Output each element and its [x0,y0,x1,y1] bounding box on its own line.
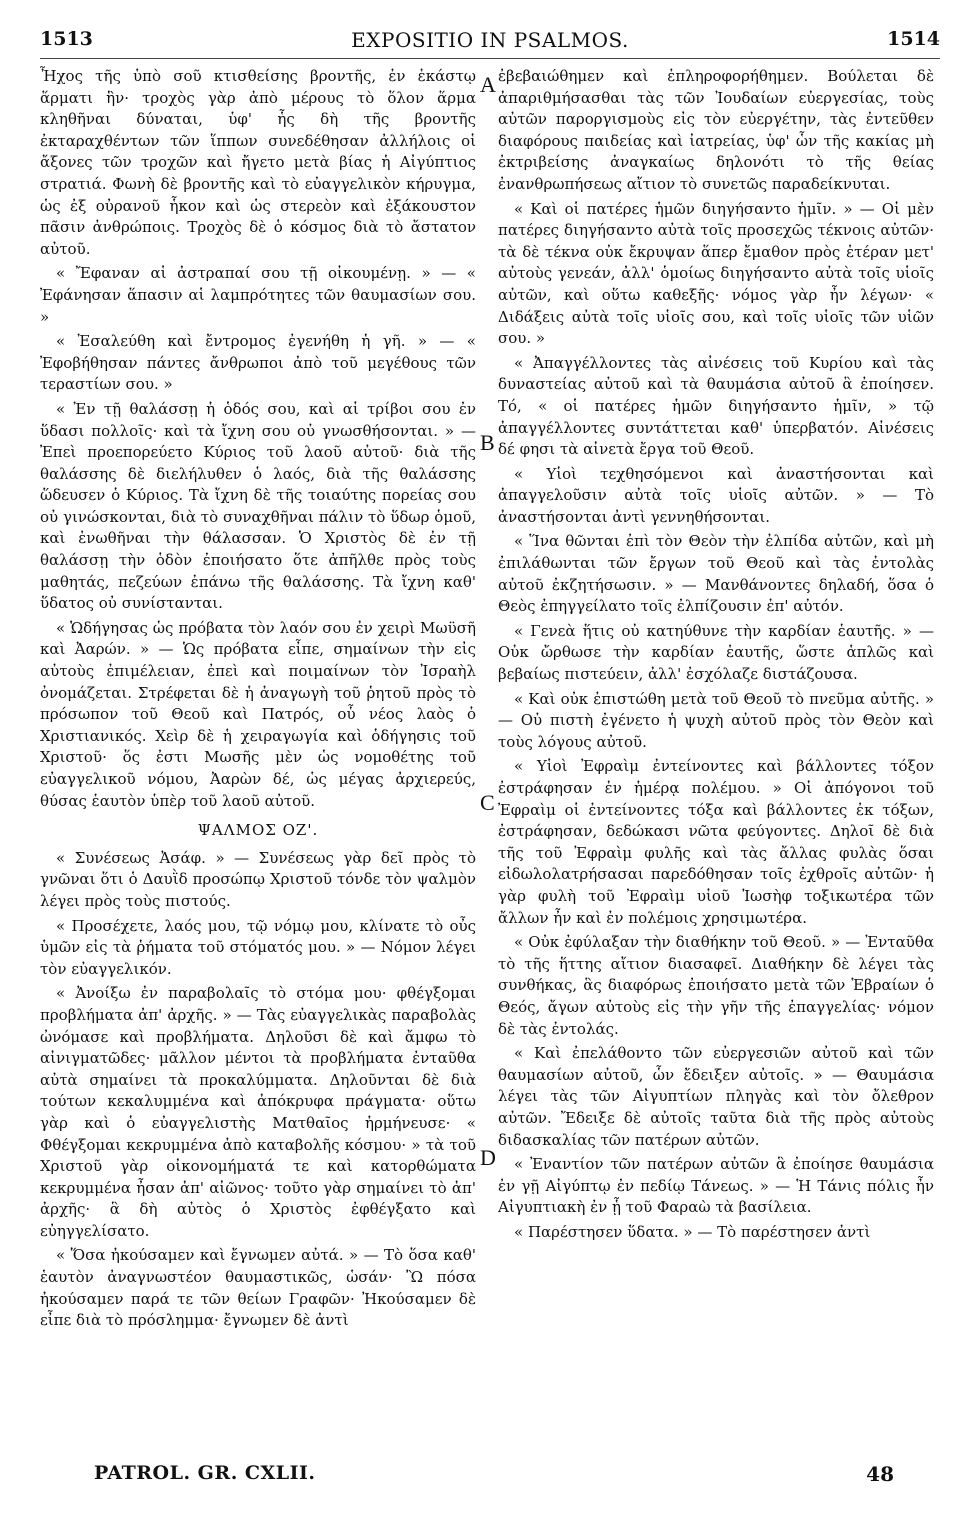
paragraph: « Ἀπαγγέλλοντες τὰς αἰνέσεις τοῦ Κυρίου καὶ τὰς δυναστείας αὐτοῦ καὶ τὰ θαυμάσια αὐτοῦ ἃ ἐποίησεν. Τό, « οἱ πατέρες ἡμῶν διηγήσαντο ἡμῖν, » τῷ ἀπαγγέλλοντες συντάττεται καθ' ὑπερβατόν. Αἰνέσεις δέ φησι τὰ αἰνετὰ ἔργα τοῦ Θεοῦ. [498,353,934,459]
signature-mark: PATROL. GR. CXLII. [94,1462,316,1484]
paragraph: « Παρέστησεν ὕδατα. » — Τὸ παρέστησεν ἀντὶ [514,1222,871,1241]
paragraph: « Ὡδήγησας ὡς πρόβατα τὸν λαόν σου ἐν χειρὶ Μωϋσῆ καὶ Ἀαρών. » — Ὡς πρόβατα εἶπε, σημαίνων τὴν εἰς αὐτοὺς ἐπιμέλειαν, ἐπεὶ καὶ ποιμαίνων τὸν Ἰσραὴλ ὀνομάζεται. Στρέφεται δὲ ἡ ἀναγωγὴ τοῦ ῥητοῦ πρὸς τὸ πρόσωπον τοῦ Θεοῦ καὶ Πατρός, οὗ νέος λαὸς ὁ Χριστιανικός. Χεὶρ δὲ ἡ χειραγωγία καὶ ὁδήγησις τοῦ Χριστοῦ· ὅς ἐστι Μωσῆς μὲν ὡς νομοθέτης τοῦ εὐαγγελικοῦ νόμου, Ἀαρὼν δέ, ὡς μέγας ἀρχιερεύς, θύσας ἑαυτὸν ὑπὲρ τοῦ λαοῦ αὐτοῦ. [40,618,476,810]
paragraph: Ἦχος τῆς ὑπὸ σοῦ κτισθείσης βροντῆς, ἐν ἑκάστῳ ἅρματι ἣν· τροχὸς γὰρ ἀπὸ μέρους τὸ ὅλον ἅρμα κληθῆναι δύναται, ὑφ' ἧς δὴ τῆς βροντῆς ἐκταραχθέντων τῶν ἵππων συνεδέθησαν ἀλλήλοις οἱ ἄξονες τῶν τροχῶν καὶ ἤγετο μετὰ βίας ἡ Αἰγύπτιος στρατιά. Φωνὴ δὲ βροντῆς καὶ τὸ εὐαγγελικὸν κήρυγμα, ὡς ἐξ οὐρανοῦ ἧκον καὶ ὡς στερεὸν καὶ ἐξάκουστον πᾶσιν ἀνθρώποις. Τροχὸς δὲ ὁ κόσμος διὰ τὸ ἄστατον αὐτοῦ. [40,67,476,258]
paragraph: « Καὶ οἱ πατέρες ἡμῶν διηγήσαντο ἡμῖν. » — Οἱ μὲν πατέρες διηγήσαντο αὐτὰ τοῖς προσεχῶς τέκνοις αὐτῶν· τὰ δὲ τέκνα οὐκ ἔκρυψαν ἅπερ ἔμαθον πρὸς ἑτέραν μετ' αὐτοὺς γενεάν, ἀλλ' ὁμοίως διηγήσαντο αὐτὰ τοῖς υἱοῖς αὐτῶν, καὶ οὕτω καθεξῆς· νόμος γὰρ ἦν λέγων· « Διδάξεις αὐτὰ τοῖς υἱοῖς σου, καὶ τοῖς υἱοῖς τῶν υἱῶν σου. » [498,199,934,348]
right-page-number: 1514 [887,28,940,50]
paragraph: « Ἀνοίξω ἐν παραβολαῖς τὸ στόμα μου· φθέγξομαι προβλήματα ἀπ' ἀρχῆς. » — Τὰς εὐαγγελικὰς παραβολὰς ὠνόμασε καὶ προβλήματα. Δηλοῦσι δὲ καὶ ἄμφω τὸ αἰνιγματῶδες· μᾶλλον μέντοι τὰ προβλήματα ἐνταῦθα αὐτὰ σημαίνει τὰ προκαλύμματα. Δηλοῦνται δὲ διὰ τούτων κεκαλυμμένα καὶ ἀπόκρυφα πράγματα· οὕτω γὰρ καὶ ὁ εὐαγγελιστὴς Ματθαῖος ἡρμήνευσε· « Φθέγξομαι κεκρυμμένα ἀπὸ καταβολῆς κόσμου· » τὰ τοῦ Χριστοῦ γὰρ οἰκονομήματά τε καὶ κατορθώματα κεκρυμμένα ἦσαν ἀπ' αἰῶνος· τοῦτο γὰρ σημαίνει τὸ ἀπ' ἀρχῆς· ἃ δὴ αὐτὸς ὁ Χριστὸς ἐφθέγξατο καὶ εὐηγγελίσατο. [40,984,476,1240]
paragraph: « Υἱοὶ Ἐφραὶμ ἐντείνοντες καὶ βάλλοντες τόξον ἐστράφησαν ἐν ἡμέρᾳ πολέμου. » Οἱ ἀπόγονοι τοῦ Ἐφραὶμ οἱ ἐντείνοντες τόξα καὶ βάλλοντες ἐκ τόξων, ἐστράφησαν, δεδώκασι νῶτα φεύγοντες. Δηλοῖ δὲ διὰ τῆς τοῦ Ἐφραὶμ φυλῆς καὶ τὰς ἄλλας φυλὰς ὅσαι εἰδωλολατρήσασαι παρεδόθησαν τοῖς ἐχθροῖς αὐτῶν· ἡ γὰρ φυλὴ τοῦ Ἐφραὶμ υἱοῦ Ἰωσὴφ τοξικωτέρα τῶν ἄλλων ἦν καὶ ἐν πολέμοις χρησιμωτέρα. [498,757,934,927]
paragraph: « Ἔφαναν αἱ ἀστραπαί σου τῇ οἰκουμένῃ. » — « Ἐφάνησαν ἅπασιν αἱ λαμπρότητες τῶν θαυμασίων σου. » [40,264,476,326]
signature-number: 48 [866,1462,894,1486]
paragraph: « Ἵνα θῶνται ἐπὶ τὸν Θεὸν τὴν ἐλπίδα αὐτῶν, καὶ μὴ ἐπιλάθωνται τῶν ἔργων τοῦ Θεοῦ καὶ τὰς ἐντολὰς αὐτοῦ ἐκζητήσωσιν. » — Μανθάνοντες δηλαδή, ὅσα ὁ Θεὸς ἐπηγγείλατο τοῖς ἐλπίζουσιν ἐπ' αὐτόν. [498,532,934,616]
paragraph: « Προσέχετε, λαός μου, τῷ νόμῳ μου, κλίνατε τὸ οὖς ὑμῶν εἰς τὰ ῥήματα τοῦ στόματός μου. » — Νόμον λέγει τὸν εὐαγγελικόν. [40,916,476,978]
right-column [498,66,934,1461]
section-marker-b: B [480,430,495,455]
paragraph: « Οὐκ ἐφύλαξαν τὴν διαθήκην τοῦ Θεοῦ. » — Ἐνταῦθα τὸ τῆς ἥττης αἴτιον διασαφεῖ. Διαθήκην δὲ λέγει τὰς συνθήκας, ἃς διαφόρως ἐποιήσατο μετὰ τῶν Ἑβραίων ὁ Θεός, ἄγων αὐτοὺς εἰς τὴν γῆν τῆς ἐπαγγελίας· νόμον δὲ τὰς ἐντολάς. [498,933,934,1038]
paragraph: « Γενεὰ ἥτις οὐ κατηύθυνε τὴν καρδίαν ἑαυτῆς. » — Οὐκ ὤρθωσε τὴν καρδίαν ἑαυτῆς, ὥστε ἁπλῶς καὶ βεβαίως πιστεύειν, ἀλλ' ἐσχόλαζε διστάζουσα. [498,621,934,684]
paragraph: « Ἐν τῇ θαλάσσῃ ἡ ὁδός σου, καὶ αἱ τρίβοι σου ἐν ὕδασι πολλοῖς· καὶ τὰ ἴχνη σου οὐ γνωσθήσονται. » — Ἐπεὶ προεπορεύετο Κύριος τοῦ λαοῦ αὐτοῦ· διὰ τῆς θαλάσσης δὲ διελήλυθεν ὁ λαός, διὰ τῆς θαλάσσης ὥδευσεν ὁ Κύριος. Τὰ ἴχνη δὲ τῆς τοιαύτης πορείας σου οὐ γινώσκονται, διὰ τὸ συναχθῆναι πάλιν τὸ ὕδωρ ὁμοῦ, καὶ ἑνωθῆναι τὴν θάλασσαν. Ὁ Χριστὸς δὲ ἐν τῇ θαλάσσῃ τὴν ὁδὸν ἐποιήσατο ὅτε ἀπῆλθε πρὸς τοὺς μαθητάς, πεζεύων ἐπάνω τῆς θαλάσσης. Τὰ ἴχνη καθ' ὕδατος οὐ συνίστανται. [40,399,476,613]
paragraph: « Καὶ ἐπελάθοντο τῶν εὐεργεσιῶν αὐτοῦ καὶ τῶν θαυμασίων αὐτοῦ, ὧν ἔδειξεν αὐτοῖς. » — Θαυμάσια λέγει τὰς τῶν Αἰγυπτίων πληγὰς καὶ τὸν ὄλεθρον αὐτῶν. Ἔδειξε δὲ αὐτοῖς ταῦτα διὰ τῆς πρὸς αὐτοὺς διδασκαλίας τῶν πατέρων αὐτῶν. [498,1044,934,1149]
paragraph: « Καὶ οὐκ ἐπιστώθη μετὰ τοῦ Θεοῦ τὸ πνεῦμα αὐτῆς. » — Οὐ πιστὴ ἐγένετο ἡ ψυχὴ αὐτοῦ πρὸς τὸν Θεὸν καὶ τοὺς λόγους αὐτοῦ. [498,689,934,751]
paragraph: « Ἐσαλεύθη καὶ ἔντρομος ἐγενήθη ἡ γῆ. » — « Ἐφοβήθησαν πάντες ἄνθρωποι ἀπὸ τοῦ μεγέθους τῶν τεραστίων σου. » [40,332,476,394]
page-header [40,28,940,58]
page-footer [40,1462,940,1502]
left-column [40,66,476,1461]
paragraph: « Υἱοὶ τεχθησόμενοι καὶ ἀναστήσονται καὶ ἀπαγγελοῦσιν αὐτὰ τοῖς υἱοῖς αὐτῶν. » — Τὸ ἀναστήσονται ἀντὶ γεννηθήσονται. [498,464,934,526]
paragraph: « Ὅσα ἠκούσαμεν καὶ ἔγνωμεν αὐτά. » — Τὸ ὅσα καθ' ἑαυτὸν ἀναγνωστέον θαυμαστικῶς, ὡσάν· Ὢ πόσα ἠκούσαμεν παρά τε τῶν θείων Γραφῶν· Ἠκούσαμεν δὲ εἶπε διὰ τὸ πρόσλημμα· ἔγνωμεν δὲ ἀντὶ [40,1246,476,1330]
running-title: EXPOSITIO IN PSALMOS. [351,28,629,52]
section-marker-a: A [480,72,496,97]
header-rule [40,58,940,59]
section-marker-c: C [480,790,495,815]
psalm-heading: ΨΑΛΜΟΣ ΟΖ'. [197,821,319,840]
paragraph: « Ἐναντίον τῶν πατέρων αὐτῶν ἃ ἐποίησε θαυμάσια ἐν γῇ Αἰγύπτῳ ἐν πεδίῳ Τάνεως. » — Ἡ Τάνις πόλις ἦν Αἰγυπτιακὴ ἐν ᾗ τοῦ Φαραὼ τὰ βασίλεια. [498,1155,934,1217]
paragraph: « Συνέσεως Ἀσάφ. » — Συνέσεως γὰρ δεῖ πρὸς τὸ γνῶναι ὅτι ὁ Δαυῒδ προσώπῳ Χριστοῦ τόνδε τὸν ψαλμὸν λέγει πρὸς τοὺς πιστούς. [40,848,476,910]
left-page-number: 1513 [40,28,93,50]
section-marker-d: D [480,1145,496,1170]
paragraph: ἐβεβαιώθημεν καὶ ἐπληροφορήθημεν. Βούλεται δὲ ἀπαριθμήσασθαι τὰς τῶν Ἰουδαίων εὐεργεσίας, τοὺς αὐτῶν παροργισμοὺς εἰς τὸν εὐεργέτην, τὰς ἐντεῦθεν διαφόρους παιδείας καὶ ἰατρείας, ὑφ' ὧν τῆς κακίας μὴ ἐκτριβείσης ἀναγκαίως δηλονότι τὸ τῆς θείας ἐνανθρωπήσεως αἴτιον τὸ συνετῶς παραδείκνυται. [498,67,934,193]
